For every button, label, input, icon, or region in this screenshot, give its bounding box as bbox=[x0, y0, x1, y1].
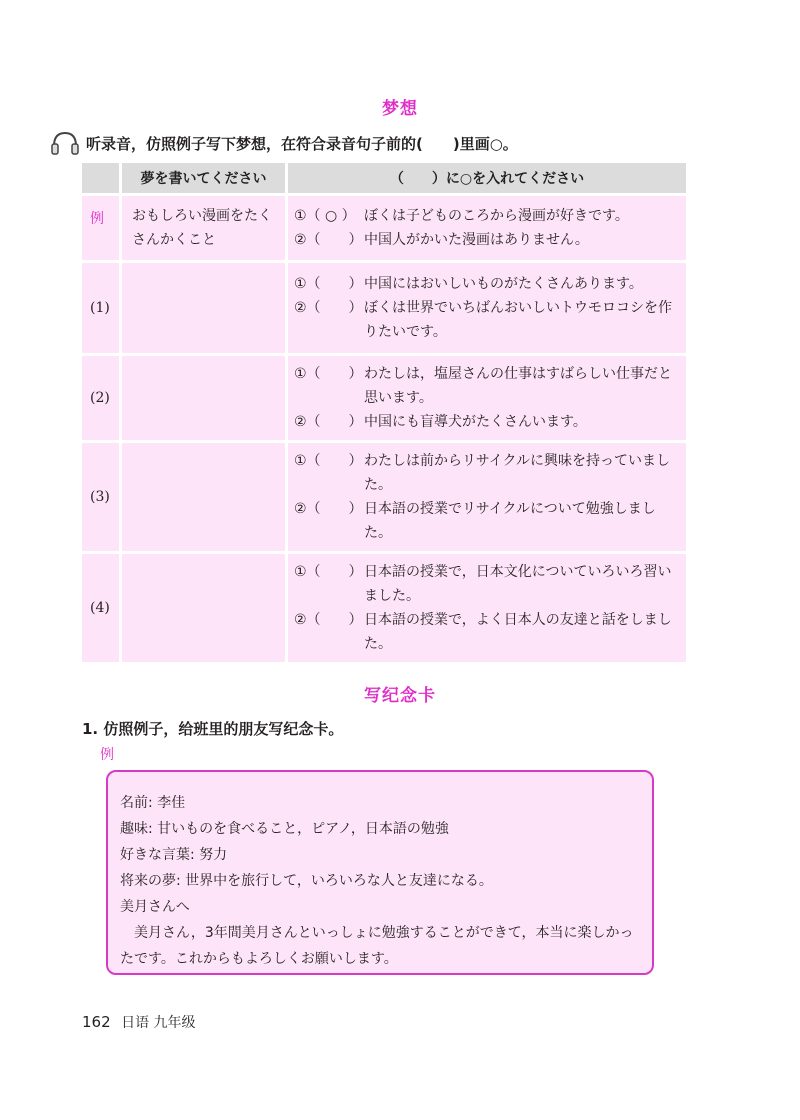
option-mark[interactable]: ①（ ） bbox=[294, 453, 363, 469]
card-addressee-line: 美月さんへ bbox=[120, 899, 190, 915]
option-text: わたしは前からリサイクルに興味を持っていました。 bbox=[364, 453, 671, 493]
option-2 bbox=[294, 228, 680, 252]
row-label: (4) bbox=[82, 554, 122, 665]
task-instruction: 1. 仿照例子，给班里的朋友写纪念卡。 bbox=[82, 720, 344, 738]
option-text: ぼくは世界でいちばんおいしいトウモロコシを作りたいです。 bbox=[364, 300, 672, 340]
table-row bbox=[82, 356, 686, 443]
listening-instruction bbox=[50, 130, 518, 156]
option-1 bbox=[294, 449, 680, 497]
row-label: (1) bbox=[82, 263, 122, 356]
row-label: (3) bbox=[82, 443, 122, 554]
option-text: ぼくは子どものころから漫画が好きです。 bbox=[364, 208, 629, 224]
dream-cell-blank[interactable] bbox=[122, 263, 288, 356]
example-label: 例 bbox=[100, 747, 114, 763]
option-mark[interactable]: ①（ ） bbox=[294, 564, 363, 580]
memorial-card bbox=[106, 770, 654, 975]
options-cell bbox=[288, 196, 686, 263]
card-favorite-word-line: 好きな言葉: 努力 bbox=[120, 847, 228, 863]
options-cell bbox=[288, 443, 686, 554]
card-future-dream-line: 将来の夢: 世界中を旅行して，いろいろな人と友達になる。 bbox=[120, 873, 493, 889]
option-text: 中国にも盲導犬がたくさんいます。 bbox=[364, 414, 587, 430]
dream-cell-blank[interactable] bbox=[122, 443, 288, 554]
option-mark: ②（ ） bbox=[294, 232, 363, 248]
row-label: 例 bbox=[82, 196, 122, 263]
option-mark[interactable]: ②（ ） bbox=[294, 612, 363, 628]
option-1 bbox=[294, 362, 680, 410]
option-2 bbox=[294, 497, 680, 545]
option-text: 日本語の授業でリサイクルについて勉強しました。 bbox=[364, 501, 656, 541]
option-text: 日本語の授業で，日本文化についていろいろ習いました。 bbox=[364, 564, 672, 604]
option-mark[interactable]: ②（ ） bbox=[294, 501, 363, 517]
option-2 bbox=[294, 608, 680, 656]
book-title: 日语 九年级 bbox=[121, 1015, 196, 1031]
table-row bbox=[82, 196, 686, 263]
table-row bbox=[82, 554, 686, 665]
section-title-card: 写纪念卡 bbox=[364, 686, 436, 706]
card-message: 美月さん，3年間美月さんといっしょに勉強することができて，本当に楽しかったです。これからもよろしくお願いします。 bbox=[120, 925, 634, 967]
option-1 bbox=[294, 204, 680, 228]
headphone-icon bbox=[50, 130, 80, 156]
options-cell bbox=[288, 554, 686, 665]
option-mark[interactable]: ①（ ） bbox=[294, 276, 363, 292]
card-hobby-line: 趣味: 甘いものを食べること，ピアノ，日本語の勉強 bbox=[120, 821, 449, 837]
option-mark[interactable]: ①（ ） bbox=[294, 366, 363, 382]
table-row bbox=[82, 443, 686, 554]
option-text: 中国にはおいしいものがたくさんあります。 bbox=[364, 276, 643, 292]
option-text: わたしは，塩屋さんの仕事はすばらしい仕事だと思います。 bbox=[364, 366, 672, 406]
dream-table bbox=[82, 163, 686, 665]
section-title-dream: 梦想 bbox=[382, 99, 418, 119]
dream-cell-blank[interactable] bbox=[122, 356, 288, 443]
option-2 bbox=[294, 296, 680, 344]
option-mark[interactable]: ②（ ） bbox=[294, 414, 363, 430]
option-2 bbox=[294, 410, 680, 434]
page-footer bbox=[82, 1012, 196, 1032]
options-cell bbox=[288, 356, 686, 443]
table-header-dream: 夢を書いてください bbox=[122, 163, 288, 196]
page-number: 162 bbox=[82, 1013, 111, 1031]
option-1 bbox=[294, 272, 680, 296]
row-label: (2) bbox=[82, 356, 122, 443]
option-1 bbox=[294, 560, 680, 608]
dream-cell: おもしろい漫画をたくさんかくこと bbox=[122, 196, 288, 263]
option-text: 日本語の授業で，よく日本人の友達と話をしました。 bbox=[364, 612, 672, 652]
table-header-row bbox=[82, 163, 686, 196]
table-header-blank bbox=[82, 163, 122, 196]
option-mark: ①（ ○ ） bbox=[294, 208, 356, 224]
option-mark[interactable]: ②（ ） bbox=[294, 300, 363, 316]
table-header-options: （ ）に○を入れてください bbox=[288, 163, 686, 196]
instruction-text: 听录音，仿照例子写下梦想，在符合录音句子前的( )里画○。 bbox=[86, 134, 518, 153]
card-name-line: 名前: 李佳 bbox=[120, 795, 186, 811]
option-text: 中国人がかいた漫画はありません。 bbox=[364, 232, 589, 248]
table-row bbox=[82, 263, 686, 356]
dream-cell-blank[interactable] bbox=[122, 554, 288, 665]
options-cell bbox=[288, 263, 686, 356]
